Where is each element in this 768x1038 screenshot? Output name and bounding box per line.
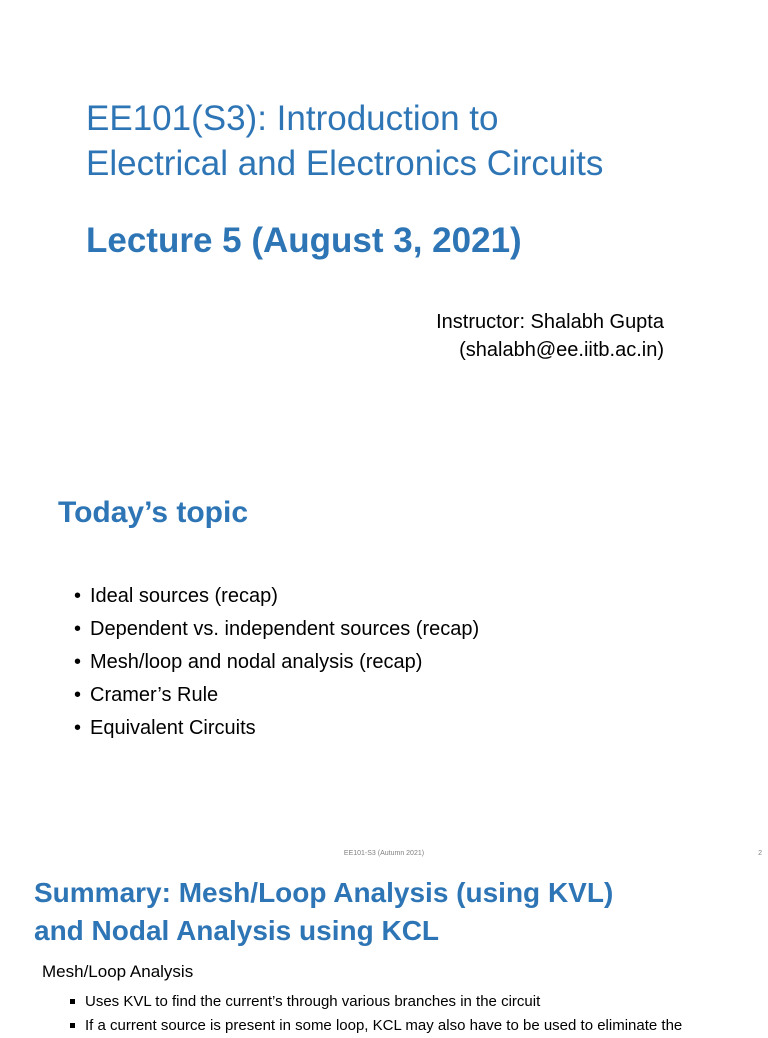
course-title-line-2: Electrical and Electronics Circuits <box>86 144 604 183</box>
instructor-block <box>436 308 664 364</box>
list-item: Uses KVL to find the current’s through various branches in the circuit <box>70 990 760 1014</box>
summary-slide <box>0 866 768 1034</box>
footer-text: EE101-S3 (Autumn 2021) <box>343 850 425 857</box>
summary-list <box>70 990 760 1038</box>
list-item: • Cramer’s Rule <box>74 679 479 712</box>
bullet-icon: • <box>74 585 82 607</box>
list-item: • Equivalent Circuits <box>74 712 479 745</box>
list-item: • Dependent vs. independent sources (recap) <box>74 613 479 646</box>
course-title-line-1: EE101(S3): Introduction to <box>86 99 499 138</box>
title-slide <box>0 0 768 430</box>
square-bullet-icon <box>70 999 75 1004</box>
course-title <box>86 96 603 186</box>
bullet-icon: • <box>74 618 82 640</box>
summary-heading-line-2: and Nodal Analysis using KCL <box>34 915 440 946</box>
section-label: Mesh/Loop Analysis <box>42 962 194 981</box>
summary-heading <box>34 874 754 950</box>
bullet-icon: • <box>74 651 82 673</box>
list-item: • Ideal sources (recap) <box>74 580 479 613</box>
topics-heading: Today’s topic <box>58 496 249 529</box>
summary-heading-line-1: Summary: Mesh/Loop Analysis (using KVL) <box>34 877 614 908</box>
bullet-icon: • <box>74 717 82 739</box>
bullet-icon: • <box>74 684 82 706</box>
square-bullet-icon <box>70 1023 75 1028</box>
page-number: 2 <box>758 850 762 857</box>
instructor-name: Instructor: Shalabh Gupta <box>436 311 664 333</box>
instructor-email: (shalabh@ee.iitb.ac.in) <box>459 339 664 361</box>
topics-slide <box>0 434 768 864</box>
list-item: • Mesh/loop and nodal analysis (recap) <box>74 646 479 679</box>
topics-list <box>74 580 479 745</box>
lecture-title: Lecture 5 (August 3, 2021) <box>86 221 522 260</box>
list-item: If a current source is present in some loop, KCL may also have to be used to eliminate the <box>70 1014 760 1038</box>
